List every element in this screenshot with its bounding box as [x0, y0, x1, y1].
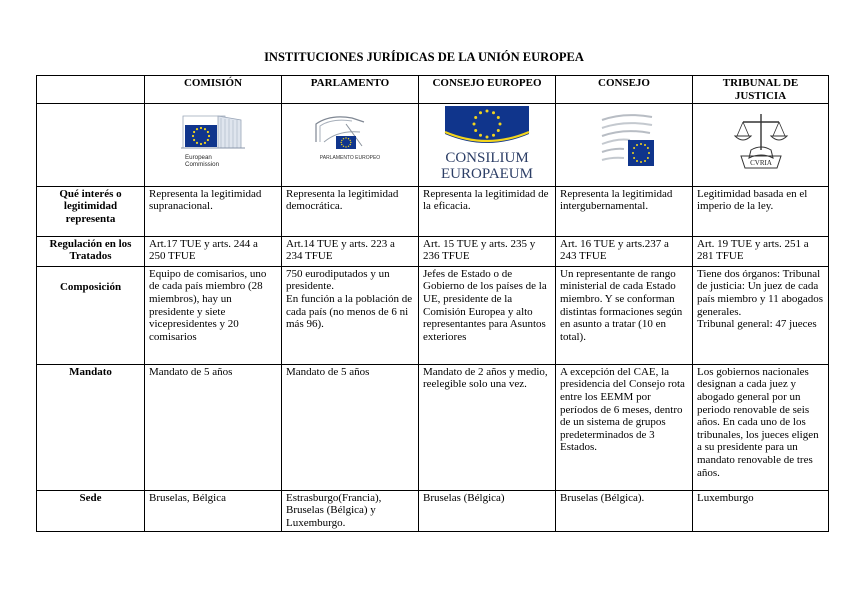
cell-composicion-tribunal: [693, 266, 829, 364]
page-title: INSTITUCIONES JURÍDICAS DE LA UNIÓN EUROPEA: [264, 50, 584, 64]
cell-composicion-consejo-europeo: Jefes de Estado o de Gobierno de los países de la UE, presidente de la Comisión Europea y alto representantes para Asuntos exteriores: [419, 266, 556, 364]
cell-sede-consejo: Bruselas (Bélgica).: [556, 490, 693, 531]
cell-sede-consejo-europeo: Bruselas (Bélgica): [419, 490, 556, 531]
cell-legitimidad-parlamento: Representa la legitimidad democrática.: [282, 186, 419, 236]
logo-cell-consejo-europeo: [419, 104, 556, 187]
row-header-composicion: Composición: [37, 266, 145, 364]
cell-sede-tribunal: Luxemburgo: [693, 490, 829, 531]
logo-cell-consejo: [556, 104, 693, 187]
header-row: [37, 76, 829, 104]
cell-legitimidad-tribunal: Legitimidad basada en el imperio de la ley.: [693, 186, 829, 236]
cell-legitimidad-consejo-europeo: Representa la legitimidad de la eficacia.: [419, 186, 556, 236]
row-header-legitimidad: Qué interés o legitimidad representa: [37, 186, 145, 236]
council-logo-line2: EUROPAEUM: [441, 166, 533, 183]
curia-logo: [711, 110, 811, 176]
cell-regulacion-consejo-europeo: Art. 15 TUE y arts. 235 y 236 TFUE: [419, 236, 556, 266]
cell-regulacion-tribunal: Art. 19 TUE y arts. 251 a 281 TFUE: [693, 236, 829, 266]
cell-mandato-tribunal: Los gobiernos nacionales designan a cada juez y abogado general por un periodo renovable de seis años. En cada uno de los tribunales, los jueces eligen a su presidente para un mandato renovable de tres años.: [693, 364, 829, 490]
row-header-mandato: Mandato: [37, 364, 145, 490]
logo-corner-cell: [37, 104, 145, 187]
column-header-consejo-europeo: CONSEJO EUROPEO: [419, 76, 556, 104]
european-parliament-logo: [300, 112, 400, 174]
row-header-sede: Sede: [37, 490, 145, 531]
cell-mandato-parlamento: Mandato de 5 años: [282, 364, 419, 490]
cell-regulacion-consejo: Art. 16 TUE y arts.237 a 243 TFUE: [556, 236, 693, 266]
european-commission-logo: [163, 112, 263, 174]
corner-cell: [37, 76, 145, 104]
cell-composicion-parlamento: [282, 266, 419, 364]
cell-legitimidad-consejo: Representa la legitimidad intergubernamental.: [556, 186, 693, 236]
column-header-tribunal: TRIBUNAL DE JUSTICIA: [693, 76, 829, 104]
cell-mandato-consejo-europeo: Mandato de 2 años y medio, reelegible solo una vez.: [419, 364, 556, 490]
row-header-regulacion: Regulación en los Tratados: [37, 236, 145, 266]
composicion-tribunal-extra: Tribunal general: 47 jueces: [697, 318, 817, 331]
logo-cell-parlamento: [282, 104, 419, 187]
cell-composicion-consejo: Un representante de rango ministerial de cada Estado miembro. Y se conforman distintas formaciones según en asunto a tratar (10 en total).: [556, 266, 693, 364]
logo-row: [37, 104, 829, 187]
composicion-tribunal-text: Tiene dos órganos: Tribunal de justicia: Un juez de cada país miembro y 11 abogados generales.: [697, 267, 824, 318]
commission-logo-line2: Commission: [185, 161, 220, 169]
row-composicion: [37, 266, 829, 364]
cell-regulacion-parlamento: Art.14 TUE y arts. 223 a 234 TFUE: [282, 236, 419, 266]
cell-sede-comision: Bruselas, Bélgica: [145, 490, 282, 531]
cell-mandato-consejo: A excepción del CAE, la presidencia del Consejo rota entre los EEMM por períodos de 6 meses, dentro de un sistema de grupos predeterminados de 3 Estados.: [556, 364, 693, 490]
cell-regulacion-comision: Art.17 TUE y arts. 244 a 250 TFUE: [145, 236, 282, 266]
logo-cell-tribunal: [693, 104, 829, 187]
council-eu-logo: [574, 108, 674, 178]
column-header-comision: COMISIÓN: [145, 76, 282, 104]
cell-composicion-comision: Equipo de comisarios, uno de cada país miembro (28 miembros), hay un presidente y siete vicepresidentes y 20 comisarios: [145, 266, 282, 364]
parliament-logo-text: PARLAMENTO EUROPEO: [319, 155, 381, 162]
council-logo-line1: CONSILIUM: [445, 150, 529, 167]
column-header-consejo: CONSEJO: [556, 76, 693, 104]
cell-mandato-comision: Mandato de 5 años: [145, 364, 282, 490]
row-regulacion: [37, 236, 829, 266]
institutions-table: [36, 75, 829, 532]
cell-legitimidad-comision: Representa la legitimidad supranacional.: [145, 186, 282, 236]
row-legitimidad: [37, 186, 829, 236]
commission-logo-line1: European: [185, 154, 212, 162]
curia-logo-text: CVRIA: [749, 159, 772, 168]
row-mandato: [37, 364, 829, 490]
european-council-logo: [427, 104, 547, 182]
cell-sede-parlamento: Estrasburgo(Francia), Bruselas (Bélgica) y Luxemburgo.: [282, 490, 419, 531]
composicion-parlamento-extra: En función a la población de cada país (no menos de 6 ni más 96).: [286, 292, 413, 331]
row-sede: [37, 490, 829, 531]
composicion-parlamento-text: 750 eurodiputados y un presidente.: [286, 267, 390, 293]
column-header-parlamento: PARLAMENTO: [282, 76, 419, 104]
logo-cell-comision: [145, 104, 282, 187]
